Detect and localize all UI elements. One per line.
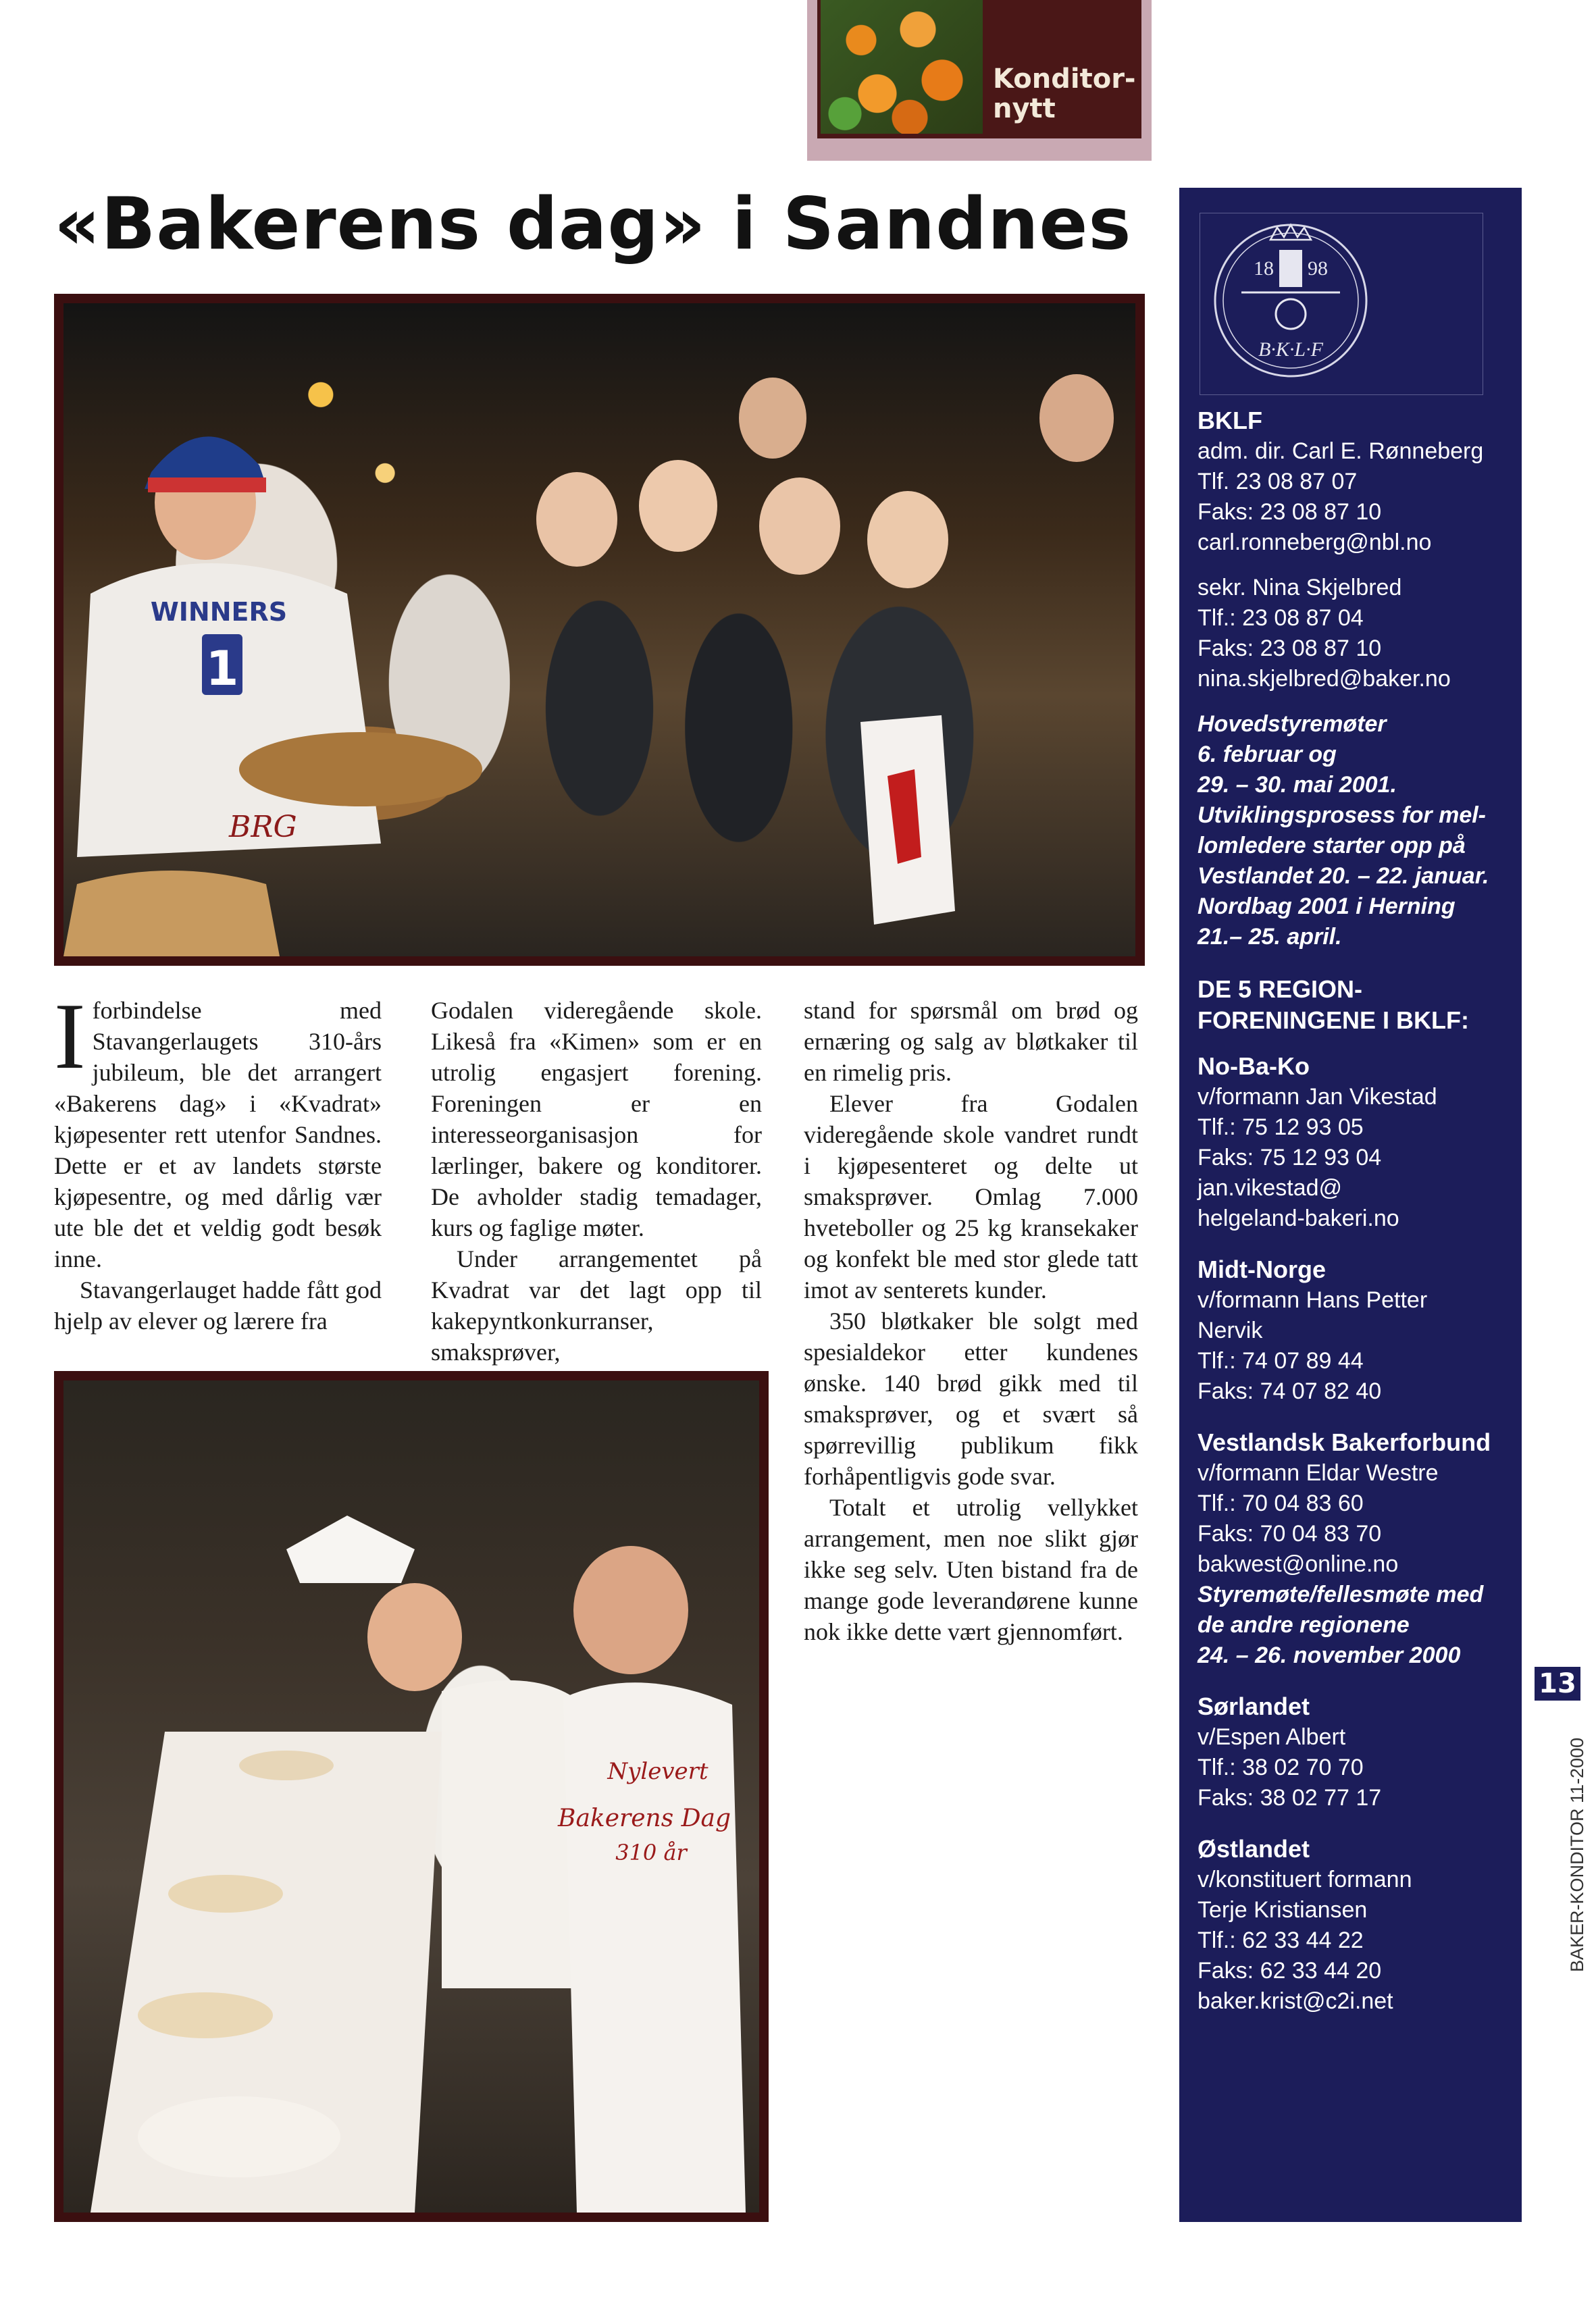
adult-face (1039, 374, 1114, 462)
contact-line: sekr. Nina Skjelbred (1198, 575, 1402, 600)
shirt-print: Nylevert (607, 1758, 709, 1785)
publication-reference (1547, 1737, 1587, 1972)
meeting-line: 21.– 25. april. (1198, 924, 1342, 950)
article-column-3 (804, 995, 1138, 1647)
contact-email: nina.skjelbred@baker.no (1198, 666, 1451, 692)
region-block (1198, 1834, 1515, 2017)
contact-line: Tlf.: 23 08 87 04 (1198, 605, 1364, 631)
spacer (1198, 694, 1515, 709)
photo-illustration (63, 303, 1135, 956)
region-name: Sørlandet (1198, 1692, 1310, 1720)
seal-year-right: 98 (1308, 257, 1328, 280)
apron-logo: BRG (229, 810, 297, 844)
article-column-1 (54, 984, 382, 1337)
spacer (1198, 558, 1515, 573)
region-contact-line: jan.vikestad@ (1198, 1175, 1343, 1201)
man-face (573, 1546, 688, 1674)
region-contact-line: v/formann Eldar Westre (1198, 1460, 1439, 1486)
student-face (639, 460, 717, 552)
crown-icon (1270, 225, 1311, 240)
region-contact-line: Tlf.: 75 12 93 05 (1198, 1114, 1364, 1140)
region-contact-line: Faks: 62 33 44 20 (1198, 1958, 1382, 1984)
cake (138, 2096, 340, 2177)
org-name: BKLF (1198, 407, 1262, 434)
photo-scene (63, 303, 1135, 956)
region-contact-line: baker.krist@c2i.net (1198, 1988, 1393, 2014)
region-contact-line: bakwest@online.no (1198, 1551, 1399, 1577)
region-contact-line: Tlf.: 70 04 83 60 (1198, 1491, 1364, 1516)
student-face (536, 472, 617, 567)
cap-brim (148, 477, 266, 492)
photo-cake-decorating (54, 1371, 769, 2222)
meeting-line: lomledere starter opp på (1198, 833, 1466, 858)
contact-line: Faks: 23 08 87 10 (1198, 499, 1382, 525)
seal-frame (1200, 213, 1483, 395)
seal-initials: B·K·L·F (1258, 338, 1323, 361)
cake (239, 1751, 334, 1780)
region-block (1198, 1427, 1515, 1671)
article-paragraph: Under arrangementet på Kvadrat var det lagt opp til kakepyntkonkurranser, smaksprøver, (431, 1245, 762, 1366)
region-block (1198, 1254, 1515, 1407)
bklf-seal-logo (1200, 213, 1483, 395)
region-list (1198, 1051, 1515, 2017)
section-label: Konditor- nytt (993, 63, 1136, 124)
student-face (759, 477, 840, 575)
cake (168, 1875, 283, 1913)
region-contact-line: v/formann Hans Petter (1198, 1287, 1428, 1313)
region-contact-line: Faks: 74 07 82 40 (1198, 1378, 1382, 1404)
region-note: 24. – 26. november 2000 (1198, 1643, 1461, 1668)
baker-hat (286, 1516, 415, 1583)
spacer (1198, 1036, 1515, 1051)
article-column-2 (431, 995, 762, 1368)
region-contact-line: v/konstituert formann (1198, 1867, 1412, 1892)
adult-face (739, 378, 806, 459)
contact-line: adm. dir. Carl E. Rønneberg (1198, 438, 1484, 464)
article-paragraph: Godalen videregående skole. Likeså fra «Kimen» som er en utrolig engasjert forening. Foreningen er en interesseorganisasjon for lærlinger, bakere og konditorer. De avholder stadig temadager, kurs og faglige møter. (431, 997, 762, 1241)
region-contact-line: Faks: 75 12 93 04 (1198, 1145, 1382, 1170)
contact-line: Tlf. 23 08 87 07 (1198, 469, 1358, 494)
meeting-line: Hovedstyremøter (1198, 711, 1387, 737)
region-name: No-Ba-Ko (1198, 1052, 1310, 1080)
article-headline: «Bakerens dag» i Sandnes (54, 182, 1132, 265)
meeting-line: 29. – 30. mai 2001. (1198, 772, 1397, 798)
shirt-print: Bakerens Dag (557, 1805, 731, 1832)
article-paragraph: Iforbindelse med Stavangerlaugets 310-års jubileum, ble det arrangert «Bakerens dag» i «Kvadrat» kjøpesenter rett utenfor Sandnes. Dette er et av landets største kjøpesentre, og med dårlig vær ute ble det et veldig godt besøk inne. (54, 984, 382, 1272)
sweater-print: WINNERS (150, 597, 288, 627)
article-paragraph: 350 bløtkaker ble solgt med spesialdekor etter kundenes ønske. 140 brød gikk med til smaksprøver, og et svært så spørrevillig publikum fikk forhåpentligvis gode svar. (804, 1308, 1138, 1490)
region-contact-line: helgeland-bakeri.no (1198, 1206, 1399, 1231)
cake (138, 1992, 273, 2038)
region-contact-line: Terje Kristiansen (1198, 1897, 1368, 1923)
region-block (1198, 1051, 1515, 1234)
region-name: Østlandet (1198, 1835, 1310, 1863)
photo-scene (63, 1380, 759, 2213)
photo-bakers-and-students (54, 294, 1145, 966)
bread-loaves (63, 871, 280, 956)
shirt-print: 310 år (615, 1840, 687, 1865)
region-contact-line: v/formann Jan Vikestad (1198, 1084, 1437, 1110)
region-contact-line: Tlf.: 38 02 70 70 (1198, 1755, 1364, 1780)
region-contact-line: Faks: 70 04 83 70 (1198, 1521, 1382, 1547)
region-contact-line: v/Espen Albert (1198, 1724, 1346, 1750)
meeting-line: Utviklingsprosess for mel- (1198, 802, 1487, 828)
region-name: Vestlandsk Bakerforbund (1198, 1428, 1491, 1456)
baker-face (367, 1583, 462, 1691)
meeting-line: 6. februar og (1198, 742, 1337, 767)
spacer (1198, 952, 1515, 974)
drop-cap: I (54, 984, 86, 1089)
article-paragraph: Stavangerlauget hadde fått god hjelp av elever og lærere fra (54, 1276, 382, 1335)
regions-title: DE 5 REGION- (1198, 975, 1363, 1003)
region-name: Midt-Norge (1198, 1256, 1326, 1283)
seal-emblem (1279, 250, 1302, 287)
region-block (1198, 1691, 1515, 1813)
region-contact-line: Nervik (1198, 1318, 1263, 1343)
region-contact-line: Tlf.: 74 07 89 44 (1198, 1348, 1364, 1374)
pretzel-icon (1276, 299, 1306, 329)
bread-basket (239, 732, 482, 806)
contact-line: Faks: 23 08 87 10 (1198, 636, 1382, 661)
region-note: Styremøte/fellesmøte med (1198, 1582, 1484, 1607)
sweater-number: 1 (205, 641, 239, 696)
article-paragraph: Totalt et utrolig vellykket arrangement, men noe slikt gjør ikke seg selv. Uten bistand fra de mange gode leverandørene kunne nok ikke dette vært gjennomført. (804, 1494, 1138, 1645)
meeting-line: Nordbag 2001 i Herning (1198, 894, 1456, 919)
photo-illustration (63, 1380, 759, 2213)
article-paragraph: Elever fra Godalen videregående skole vandret rundt i kjøpesenteret og delte ut smaksprøver. Omlag 7.000 hveteboller og 25 kg kransekaker og konfekt ble med stor glede tatt imot av senterets kunder. (804, 1090, 1138, 1303)
region-note: de andre regionene (1198, 1612, 1410, 1638)
bklf-contact (1198, 405, 1515, 2037)
article-paragraph: stand for spørsmål om brød og ernæring og salg av bløtkaker til en rimelig pris. (804, 997, 1138, 1086)
publication-name: BAKER-KONDITOR 11-2000 (1567, 1737, 1587, 1972)
contact-email: carl.ronneberg@nbl.no (1198, 529, 1432, 555)
student-face (867, 491, 948, 588)
meeting-line: Vestlandet 20. – 22. januar. (1198, 863, 1489, 889)
seal-year-left: 18 (1254, 257, 1274, 280)
sidebar-panel (1179, 188, 1522, 2222)
region-contact-line: Tlf.: 62 33 44 22 (1198, 1928, 1364, 1953)
fruit-photo (821, 0, 983, 134)
page-number: 13 (1535, 1667, 1580, 1701)
regions-title: FORENINGENE I BKLF: (1198, 1006, 1469, 1034)
region-contact-line: Faks: 38 02 77 17 (1198, 1785, 1382, 1811)
